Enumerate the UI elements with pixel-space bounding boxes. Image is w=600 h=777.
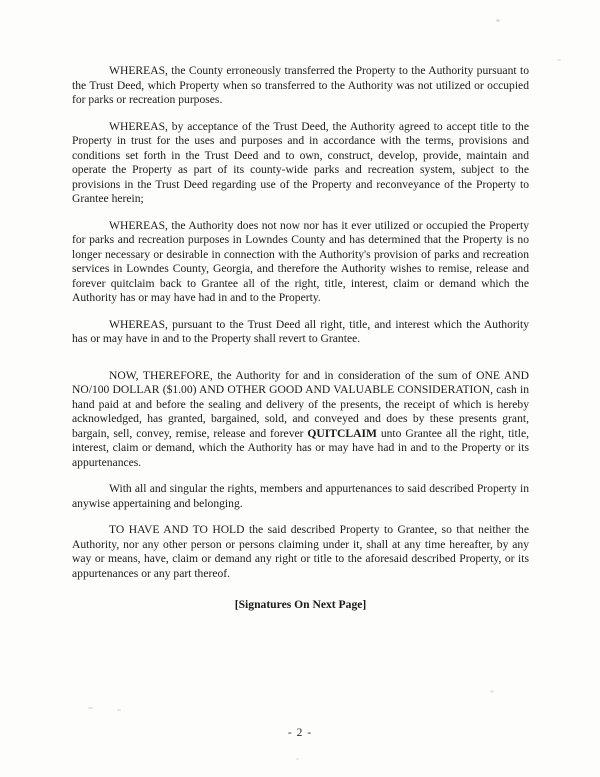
signature-note: [Signatures On Next Page] xyxy=(234,598,367,611)
paragraph-whereas-acceptance: WHEREAS, by acceptance of the Trust Deed, the Authority agreed to accept title to the Property in trust for the uses and purposes and in accordance with the terms, provisions and conditions set forth in the Trust Deed and to own, construct, develop, provide, maintain and operate the Property as part of its county-wide parks and recreation system, subject to the provisions in the Trust Deed regarding use of the Property and reconveyance of the Property to Grantee herein; xyxy=(72,119,529,205)
paragraph-whereas-transfer: WHEREAS, the County erroneously transferred the Property to the Authority pursuant to the Trust Deed, which Property when so transferred to the Authority was not utilized or occupied for parks or recreation purposes. xyxy=(72,64,529,106)
quitclaim-term: QUITCLAIM xyxy=(307,426,377,440)
document-body xyxy=(72,64,529,613)
paragraph-whereas-revert: WHEREAS, pursuant to the Trust Deed all right, title, and interest which the Authority has or may have in and to the Property shall revert to Grantee. xyxy=(72,317,529,345)
paragraph-now-therefore xyxy=(72,369,529,471)
page-number: - 2 - xyxy=(287,727,313,739)
scan-speck xyxy=(496,19,500,22)
scan-speck xyxy=(88,707,93,709)
now-therefore-text-pre: NOW, THEREFORE, the Authority for and in consideration of the sum of ONE AND NO/100 DOLLAR ($1.00) AND OTHER GOOD AND VALUABLE CONSIDERATION, cash in hand paid at and before the sealing and delivery of the presents, the receipt of which is hereby acknowledged, has granted, bargained, sold, and conveyed and does by these presents grant, bargain, sell, convey, remise, release and forever xyxy=(72,368,529,440)
paragraph-to-have-and-to-hold: TO HAVE AND TO HOLD the said described Property to Grantee, so that neither the Authority, nor any other person or persons claiming under it, shall at any time hereafter, by any way or means, have, claim or demand any right or title to the aforesaid described Property, or its appurtenances or any part thereof. xyxy=(72,523,529,580)
scan-speck xyxy=(117,709,121,711)
paragraph-rights-members-appurtenances: With all and singular the rights, members and appurtenances to said described Property in anywise appertaining and belonging. xyxy=(72,482,529,510)
paragraph-whereas-not-utilized: WHEREAS, the Authority does not now nor has it ever utilized or occupied the Property for parks and recreation purposes in Lowndes County and has determined that the Property is no longer necessary or desirable in connection with the Authority's provision of parks and recreation services in Lowndes County, Georgia, and therefore the Authority wishes to remise, release and forever quitclaim back to Grantee all of the right, title, interest, claim or demand which the Authority has or may have had in and to the Property. xyxy=(72,218,529,304)
scan-speck xyxy=(557,59,561,61)
scan-speck xyxy=(490,690,494,693)
scan-speck xyxy=(296,758,299,760)
now-therefore-text-post: unto Grantee all the right, title, interest, claim or demand, which the Authority has or may have had in and to the Property or its appurtenances. xyxy=(72,426,529,469)
